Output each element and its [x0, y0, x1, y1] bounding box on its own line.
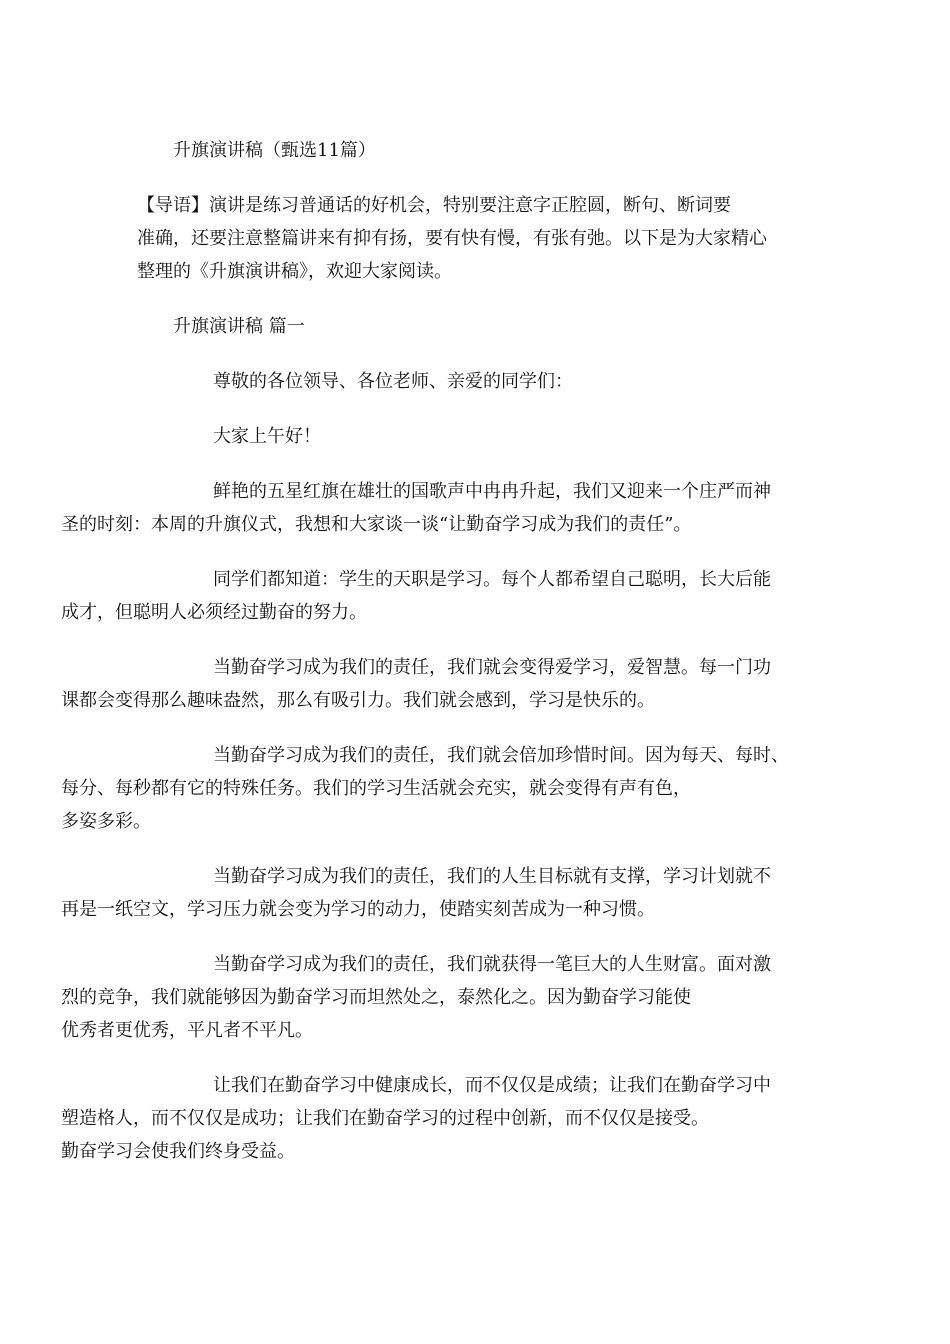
paragraph-4 — [61, 563, 827, 629]
paragraph-line: 再是一纸空文，学习压力就会变为学习的动力，使踏实刻苦成为一种习惯。 — [61, 899, 655, 920]
paragraph-line: 塑造格人，而不仅仅是成功；让我们在勤奋学习的过程中创新，而不仅仅是接受。 — [61, 1108, 709, 1129]
paragraph-8 — [61, 948, 827, 1047]
paragraph-line: 尊敬的各位领导、各位老师、亲爱的同学们： — [213, 371, 573, 392]
paragraph-line: 当勤奋学习成为我们的责任，我们的人生目标就有支撑，学习计划就不 — [213, 866, 771, 887]
paragraph-line: 勤奋学习会使我们终身受益。 — [61, 1141, 295, 1162]
paragraph-line: 同学们都知道：学生的天职是学习。每个人都希望自己聪明，长大后能 — [213, 569, 771, 590]
intro-line: 准确，还要注意整篇讲来有抑有扬，要有快有慢，有张有弛。以下是为大家精心 — [137, 228, 767, 249]
paragraph-line: 当勤奋学习成为我们的责任，我们就会倍加珍惜时间。因为每天、每时、 — [213, 745, 789, 766]
paragraph-line: 烈的竞争，我们就能够因为勤奋学习而坦然处之，泰然化之。因为勤奋学习能使 — [61, 987, 691, 1008]
paragraph-salutation — [137, 365, 827, 398]
paragraph-line: 每分、每秒都有它的特殊任务。我们的学习生活就会充实，就会变得有声有色， — [61, 778, 691, 799]
paragraph-line: 当勤奋学习成为我们的责任，我们就会变得爱学习，爱智慧。每一门功 — [213, 657, 771, 678]
intro-line: 整理的《升旗演讲稿》，欢迎大家阅读。 — [137, 261, 452, 282]
paragraph-line: 圣的时刻：本周的升旗仪式，我想和大家谈一谈“让勤奋学习成为我们的责任”。 — [61, 514, 692, 535]
intro-paragraph — [137, 189, 827, 288]
paragraph-line: 课都会变得那么趣味盎然，那么有吸引力。我们就会感到，学习是快乐的。 — [61, 690, 655, 711]
paragraph-line: 成才，但聪明人必须经过勤奋的努力。 — [61, 602, 367, 623]
paragraph-5 — [61, 651, 827, 717]
paragraph-line: 当勤奋学习成为我们的责任，我们就获得一笔巨大的人生财富。面对激 — [213, 954, 771, 975]
intro-line: 【导语】演讲是练习普通话的好机会，特别要注意字正腔圆，断句、断词要 — [137, 195, 731, 216]
paragraph-3 — [61, 475, 827, 541]
paragraph-greeting — [137, 420, 827, 453]
paragraph-7 — [61, 860, 827, 926]
paragraph-line: 大家上午好！ — [213, 426, 321, 447]
paragraph-6 — [61, 739, 827, 838]
paragraph-line: 让我们在勤奋学习中健康成长，而不仅仅是成绩；让我们在勤奋学习中 — [213, 1075, 771, 1096]
paragraph-line: 鲜艳的五星红旗在雄壮的国歌声中冉冉升起，我们又迎来一个庄严而神 — [213, 481, 771, 502]
document-body — [61, 134, 827, 1190]
paragraph-line: 优秀者更优秀，平凡者不平凡。 — [61, 1020, 313, 1041]
paragraph-line: 多姿多彩。 — [61, 811, 151, 832]
paragraph-9 — [61, 1069, 827, 1168]
section-heading: 升旗演讲稿 篇一 — [173, 316, 305, 337]
document-title: 升旗演讲稿（甄选11篇） — [173, 140, 376, 161]
